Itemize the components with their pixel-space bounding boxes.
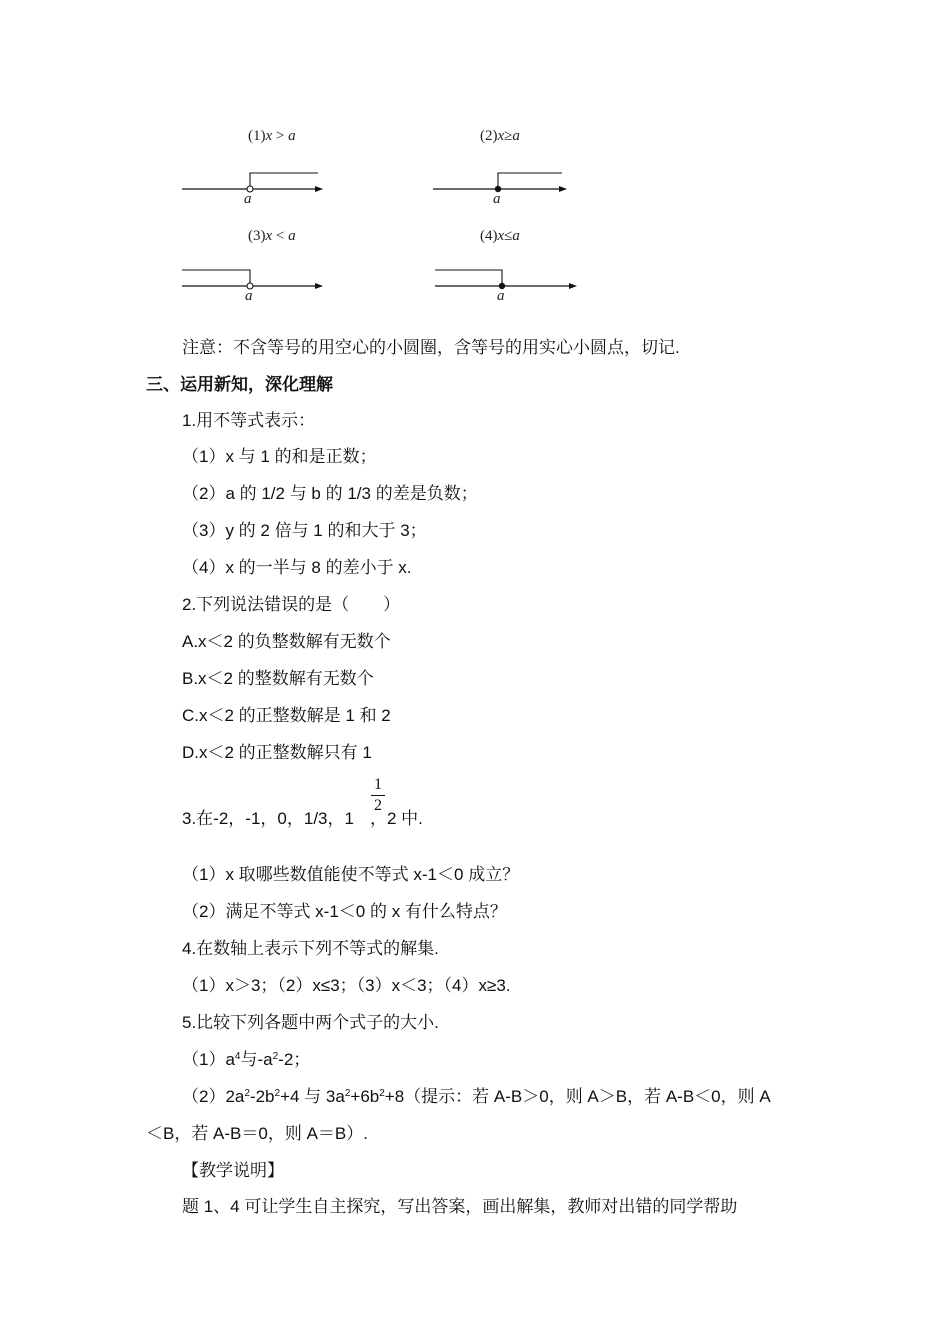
diagram-2-ray — [498, 173, 562, 189]
q3-fraction — [371, 776, 385, 815]
q3-fraction-numerator: 1 — [374, 776, 382, 793]
diagram-3-point-label: a — [245, 288, 253, 304]
q3-item-2: （2）满足不等式 x-1＜0 的 x 有什么特点？ — [182, 902, 507, 921]
diagram-3-ray — [182, 270, 250, 286]
diagram-4-point-label: a — [497, 288, 505, 304]
q2-option-a: A.x＜2 的负整数解有无数个 — [182, 632, 391, 651]
q1-item-1: （1）x 与 1 的和是正数； — [182, 447, 377, 466]
q2-option-d: D.x＜2 的正整数解只有 1 — [182, 743, 372, 762]
q1-item-2: （2）a 的 1/2 与 b 的 1/3 的差是负数； — [182, 484, 478, 503]
q1-item-3: （3）y 的 2 倍与 1 的和大于 3； — [182, 521, 427, 540]
diagram-3-arrow — [315, 283, 323, 289]
number-line-diagrams — [170, 115, 600, 315]
teaching-note-text: 题 1、4 可让学生自主探究，写出答案，画出解集，教师对出错的同学帮助 — [182, 1197, 738, 1216]
diagram-2-label: (2)x≥a — [480, 128, 520, 144]
q1-item-4: （4）x 的一半与 8 的差小于 x. — [182, 558, 412, 577]
q2-title: 2.下列说法错误的是（ ） — [182, 595, 401, 614]
number-line-figure — [170, 115, 600, 315]
q3-item-1: （1）x 取哪些数值能使不等式 x-1＜0 成立？ — [182, 865, 520, 884]
diagram-4-arrow — [569, 283, 577, 289]
q3-title — [182, 808, 423, 830]
q4-items: （1）x＞3；（2）x≤3；（3）x＜3；（4）x≥3. — [182, 976, 511, 995]
q2-option-b: B.x＜2 的整数解有无数个 — [182, 669, 374, 688]
q5-title: 5.比较下列各题中两个式子的大小. — [182, 1013, 439, 1032]
diagram-1-ray — [250, 173, 318, 189]
q3-title-after: ，2 中. — [369, 809, 423, 828]
teaching-note-heading: 【教学说明】 — [182, 1161, 284, 1180]
diagram-3-label: (3)x < a — [248, 228, 296, 244]
q5-item-1: $(1)a^4$与$-a^2-2$； — [182, 1050, 311, 1069]
q5-item-2-continued: ＜B，若 A-B＝0，则 A＝B）. — [146, 1124, 368, 1143]
q5-item-2: $(2)2a^2-2b^2+4$ 与 $3a^2+6b^2+8$（提示：若 A-B＞0，则 A＞B，若 A-B＜0，则 A — [182, 1087, 771, 1106]
note-text: 注意：不含等号的用空心的小圆圈，含等号的用实心小圆点，切记. — [182, 338, 680, 357]
q3-fraction-bar — [371, 795, 385, 796]
diagram-2-arrow — [559, 186, 567, 192]
q4-title: 4.在数轴上表示下列不等式的解集. — [182, 939, 439, 958]
q2-option-c: C.x＜2 的正整数解是 1 和 2 — [182, 706, 391, 725]
diagram-4-ray — [435, 270, 502, 286]
diagram-1-label: (1)x > a — [248, 128, 296, 144]
section3-heading: 三、运用新知，深化理解 — [146, 375, 333, 394]
diagram-1-point-label: a — [244, 191, 252, 207]
diagram-4-label: (4)x≤a — [480, 228, 520, 244]
q3-fraction-denominator: 2 — [374, 797, 382, 814]
diagram-2-point-label: a — [493, 191, 501, 207]
q3-title-before: 3.在-2，-1，0，1/3，1 — [182, 809, 354, 828]
diagram-1-arrow — [315, 186, 323, 192]
q1-title: 1.用不等式表示： — [182, 411, 316, 430]
